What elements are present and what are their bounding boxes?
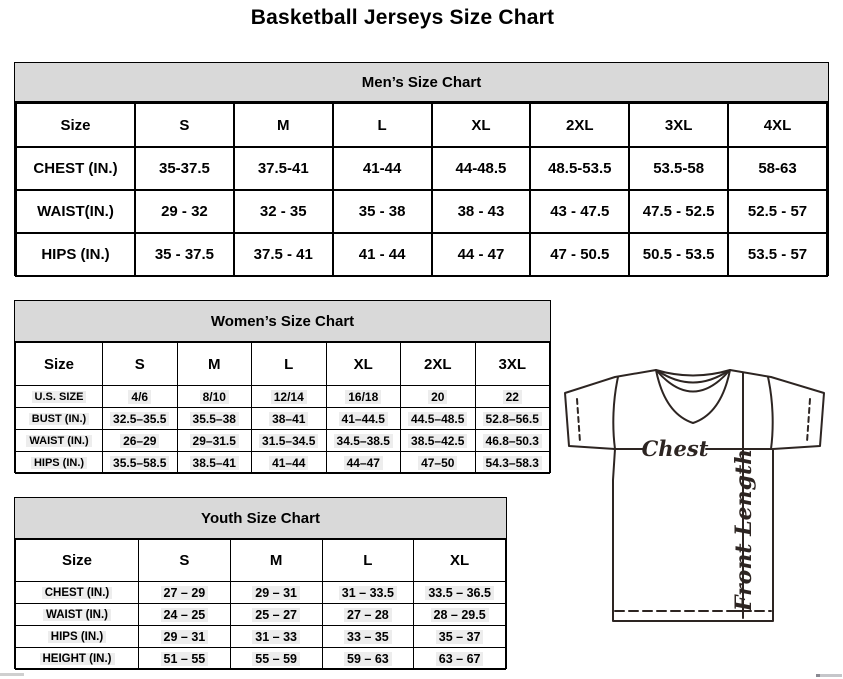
size-value-cell xyxy=(177,430,252,452)
size-value-cell-text: 37.5-41 xyxy=(257,160,309,177)
size-value-cell xyxy=(103,408,178,430)
size-column-header-text: 4XL xyxy=(763,116,792,134)
size-value-cell-text: 35 – 37 xyxy=(436,630,484,644)
size-value-cell-text: 32 - 35 xyxy=(259,203,307,220)
row-label xyxy=(16,604,139,626)
size-value-cell xyxy=(135,190,234,233)
size-value-cell-text: 44–47 xyxy=(344,456,383,470)
size-value-cell-text: 50.5 - 53.5 xyxy=(642,246,715,263)
size-value-cell xyxy=(728,190,827,233)
size-column-header xyxy=(530,103,629,147)
size-value-cell xyxy=(177,386,252,408)
size-value-cell-text: 29–31.5 xyxy=(190,434,239,448)
size-value-cell xyxy=(177,408,252,430)
size-value-cell-text: 46.8–50.3 xyxy=(483,434,542,448)
size-column-header-text: XL xyxy=(353,355,373,373)
size-value-cell xyxy=(322,648,414,670)
row-label-text: WAIST (IN.) xyxy=(26,435,91,447)
size-value-cell-text: 37.5 - 41 xyxy=(253,246,313,263)
size-value-cell xyxy=(230,648,322,670)
table-row xyxy=(16,452,550,474)
size-column-header xyxy=(139,540,231,582)
row-label-text: WAIST (IN.) xyxy=(43,609,111,621)
table-row xyxy=(16,386,550,408)
table-row xyxy=(16,147,827,190)
size-value-cell xyxy=(252,408,327,430)
womens-size-chart xyxy=(14,300,551,473)
size-value-cell xyxy=(414,604,506,626)
size-value-cell-text: 38–41 xyxy=(269,412,308,426)
size-value-cell-text: 22 xyxy=(503,390,522,404)
size-value-cell xyxy=(326,408,401,430)
size-value-cell-text: 12/14 xyxy=(271,390,307,404)
size-value-cell-text: 33.5 – 36.5 xyxy=(425,586,494,600)
size-value-cell xyxy=(230,626,322,648)
size-column-header-text: 3XL xyxy=(498,355,526,373)
size-value-cell-text: 47.5 - 52.5 xyxy=(642,203,715,220)
size-value-cell-text: 33 – 35 xyxy=(344,630,392,644)
size-value-cell xyxy=(103,386,178,408)
size-value-cell-text: 29 - 32 xyxy=(161,203,208,220)
mens-chart-title: Men’s Size Chart xyxy=(15,63,828,102)
size-value-cell xyxy=(326,452,401,474)
size-value-cell xyxy=(432,233,531,276)
row-label xyxy=(16,408,103,430)
table-row xyxy=(16,233,827,276)
size-column-header-text: M xyxy=(208,355,221,373)
size-value-cell xyxy=(234,233,333,276)
size-value-cell-text: 52.8–56.5 xyxy=(483,412,542,426)
row-label xyxy=(16,386,103,408)
youth-size-table xyxy=(15,539,506,670)
row-label-text: U.S. SIZE xyxy=(32,391,87,403)
size-value-cell xyxy=(401,452,476,474)
scrollbar-thumb-tip[interactable] xyxy=(816,674,820,677)
row-label-text: CHEST (IN.) xyxy=(42,587,113,599)
size-value-cell-text: 41–44 xyxy=(269,456,308,470)
size-column-header-text: S xyxy=(179,552,190,569)
size-value-cell-text: 32.5–35.5 xyxy=(110,412,169,426)
row-label-text: CHEST (IN.) xyxy=(33,160,118,177)
size-value-cell xyxy=(629,147,728,190)
size-value-cell xyxy=(333,233,432,276)
row-label xyxy=(16,190,135,233)
size-column-header xyxy=(728,103,827,147)
size-value-cell-text: 31 – 33.5 xyxy=(339,586,397,600)
size-value-cell xyxy=(333,147,432,190)
size-column-header-text: 2XL xyxy=(566,116,594,134)
chest-label: Chest xyxy=(641,436,709,461)
size-value-cell-text: 27 – 28 xyxy=(344,608,392,622)
size-value-cell-text: 26–29 xyxy=(120,434,159,448)
size-column-header xyxy=(135,103,234,147)
size-column-header-text: M xyxy=(277,116,290,134)
table-row xyxy=(16,190,827,233)
row-label xyxy=(16,582,139,604)
size-value-cell xyxy=(322,582,414,604)
table-row xyxy=(16,408,550,430)
size-value-cell xyxy=(139,582,231,604)
size-column-header-text: S xyxy=(134,355,145,373)
size-column-header xyxy=(322,540,414,582)
size-column-header-text: XL xyxy=(471,116,491,134)
row-label xyxy=(16,233,135,276)
size-value-cell-text: 38.5–41 xyxy=(190,456,239,470)
size-value-cell xyxy=(139,626,231,648)
size-value-cell-text: 52.5 - 57 xyxy=(747,203,808,220)
size-value-cell xyxy=(401,430,476,452)
row-header-cell xyxy=(16,103,135,147)
size-column-header xyxy=(177,343,252,386)
size-column-header xyxy=(475,343,550,386)
size-value-cell-text: 55 – 59 xyxy=(252,652,300,666)
size-value-cell-text: 35.5–58.5 xyxy=(110,456,169,470)
size-value-cell-text: 53.5-58 xyxy=(653,160,705,177)
size-column-header-text: L xyxy=(363,552,373,569)
horizontal-scrollbar-fragment-right[interactable] xyxy=(816,674,842,677)
size-value-cell-text: 41 - 44 xyxy=(358,246,406,263)
size-value-cell xyxy=(432,190,531,233)
row-header-cell xyxy=(16,540,139,582)
size-value-cell-text: 63 – 67 xyxy=(436,652,484,666)
size-value-cell-text: 4/6 xyxy=(128,390,151,404)
row-label-text: HEIGHT (IN.) xyxy=(40,653,115,665)
size-column-header-text: XL xyxy=(450,552,470,569)
size-value-cell-text: 20 xyxy=(428,390,447,404)
size-value-cell-text: 54.3–58.3 xyxy=(483,456,542,470)
table-row xyxy=(16,582,506,604)
mens-size-table xyxy=(15,102,828,277)
size-value-cell-text: 31.5–34.5 xyxy=(259,434,318,448)
size-value-cell xyxy=(432,147,531,190)
size-value-cell-text: 28 – 29.5 xyxy=(431,608,489,622)
size-value-cell xyxy=(530,190,629,233)
size-value-cell-text: 8/10 xyxy=(200,390,229,404)
size-value-cell xyxy=(728,233,827,276)
size-value-cell-text: 59 – 63 xyxy=(344,652,392,666)
size-value-cell xyxy=(139,604,231,626)
size-column-header xyxy=(432,103,531,147)
row-header-cell-text: Size xyxy=(60,116,91,134)
size-value-cell xyxy=(414,626,506,648)
size-value-cell xyxy=(139,648,231,670)
youth-size-chart xyxy=(14,497,507,669)
size-value-cell-text: 53.5 - 57 xyxy=(747,246,808,263)
size-value-cell xyxy=(230,604,322,626)
size-column-header xyxy=(414,540,506,582)
womens-chart-title: Women’s Size Chart xyxy=(15,301,550,342)
size-column-header xyxy=(629,103,728,147)
size-value-cell-text: 38.5–42.5 xyxy=(408,434,467,448)
size-value-cell-text: 58-63 xyxy=(758,160,797,177)
size-value-cell-text: 29 – 31 xyxy=(161,630,209,644)
size-value-cell xyxy=(252,452,327,474)
row-header-cell-text: Size xyxy=(43,355,74,373)
size-value-cell-text: 35 - 37.5 xyxy=(154,246,215,263)
size-value-cell-text: 27 – 29 xyxy=(161,586,209,600)
size-column-header xyxy=(103,343,178,386)
size-value-cell xyxy=(629,233,728,276)
size-value-cell xyxy=(414,582,506,604)
size-column-header xyxy=(252,343,327,386)
size-value-cell xyxy=(234,147,333,190)
size-value-cell-text: 35-37.5 xyxy=(158,160,210,177)
size-value-cell xyxy=(252,430,327,452)
table-row xyxy=(16,604,506,626)
size-column-header-text: 3XL xyxy=(664,116,693,134)
size-value-cell-text: 51 – 55 xyxy=(161,652,209,666)
size-value-cell-text: 16/18 xyxy=(345,390,381,404)
row-header-cell xyxy=(16,343,103,386)
size-value-cell-text: 25 – 27 xyxy=(252,608,300,622)
row-label xyxy=(16,648,139,670)
row-label xyxy=(16,626,139,648)
size-value-cell-text: 44 - 47 xyxy=(457,246,505,263)
table-row xyxy=(16,648,506,670)
youth-chart-title: Youth Size Chart xyxy=(15,498,506,539)
row-label-text: BUST (IN.) xyxy=(29,413,89,425)
size-value-cell xyxy=(326,386,401,408)
size-column-header xyxy=(333,103,432,147)
size-value-cell xyxy=(252,386,327,408)
table-row xyxy=(16,430,550,452)
size-value-cell xyxy=(177,452,252,474)
size-column-header xyxy=(230,540,322,582)
size-value-cell xyxy=(530,233,629,276)
size-value-cell xyxy=(326,430,401,452)
size-column-header-text: L xyxy=(284,355,294,373)
size-value-cell-text: 38 - 43 xyxy=(457,203,505,220)
size-value-cell xyxy=(103,452,178,474)
size-value-cell xyxy=(322,626,414,648)
size-value-cell-text: 44.5–48.5 xyxy=(408,412,467,426)
size-value-cell-text: 29 – 31 xyxy=(252,586,300,600)
size-value-cell xyxy=(333,190,432,233)
jersey-outline xyxy=(565,370,824,621)
page-title: Basketball Jerseys Size Chart xyxy=(250,6,555,29)
jersey-measurement-diagram xyxy=(563,360,841,630)
size-value-cell-text: 35 - 38 xyxy=(358,203,406,220)
size-value-cell xyxy=(530,147,629,190)
size-value-cell-text: 47 - 50.5 xyxy=(550,246,610,263)
womens-size-table xyxy=(15,342,550,474)
size-column-header xyxy=(326,343,401,386)
row-label-text: HIPS (IN.) xyxy=(31,457,87,469)
size-value-cell-text: 24 – 25 xyxy=(161,608,209,622)
row-label xyxy=(16,147,135,190)
row-label-text: HIPS (IN.) xyxy=(48,631,106,643)
size-value-cell xyxy=(103,430,178,452)
size-column-header-text: S xyxy=(179,116,190,134)
size-column-header xyxy=(401,343,476,386)
size-value-cell xyxy=(230,582,322,604)
size-value-cell xyxy=(475,408,550,430)
row-header-cell-text: Size xyxy=(61,552,92,569)
size-value-cell xyxy=(728,147,827,190)
row-label-text: HIPS (IN.) xyxy=(41,246,110,263)
size-column-header-text: L xyxy=(377,116,387,134)
size-value-cell-text: 41-44 xyxy=(362,160,402,177)
size-value-cell xyxy=(475,452,550,474)
size-value-cell-text: 31 – 33 xyxy=(252,630,300,644)
size-value-cell xyxy=(234,190,333,233)
size-value-cell xyxy=(135,233,234,276)
size-value-cell-text: 43 - 47.5 xyxy=(550,203,610,220)
size-value-cell-text: 35.5–38 xyxy=(190,412,239,426)
row-label xyxy=(16,452,103,474)
size-value-cell xyxy=(475,430,550,452)
front-length-label: Front Length xyxy=(731,448,757,612)
row-label xyxy=(16,430,103,452)
size-value-cell-text: 44-48.5 xyxy=(455,160,507,177)
size-value-cell-text: 34.5–38.5 xyxy=(334,434,393,448)
size-column-header-text: M xyxy=(269,552,283,569)
size-value-cell-text: 47–50 xyxy=(418,456,457,470)
size-value-cell xyxy=(629,190,728,233)
table-row xyxy=(16,626,506,648)
size-value-cell-text: 41–44.5 xyxy=(339,412,388,426)
size-value-cell xyxy=(401,386,476,408)
size-value-cell xyxy=(322,604,414,626)
size-value-cell-text: 48.5-53.5 xyxy=(548,160,612,177)
size-value-cell xyxy=(475,386,550,408)
row-label-text: WAIST(IN.) xyxy=(37,203,114,220)
size-column-header xyxy=(234,103,333,147)
size-column-header-text: 2XL xyxy=(423,355,452,373)
mens-size-chart xyxy=(14,62,829,276)
size-value-cell xyxy=(135,147,234,190)
size-value-cell xyxy=(401,408,476,430)
size-value-cell xyxy=(414,648,506,670)
horizontal-scrollbar-fragment-left[interactable] xyxy=(0,673,24,676)
